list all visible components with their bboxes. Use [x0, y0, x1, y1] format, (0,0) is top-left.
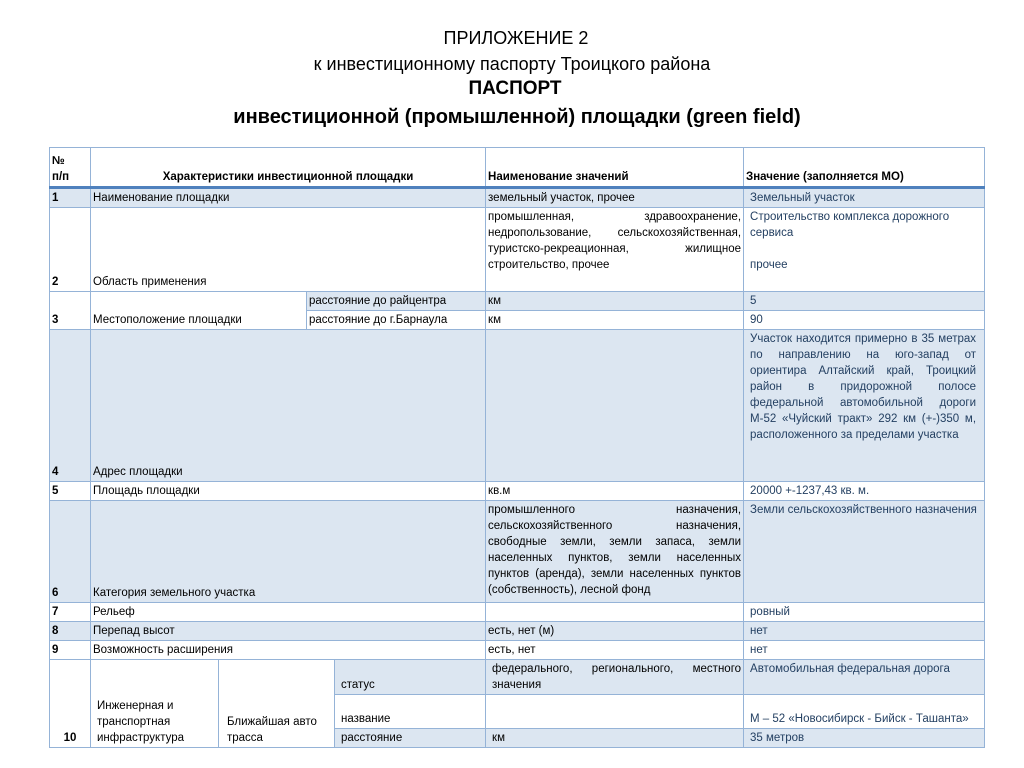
- header-value-name: Наименование значений: [486, 148, 744, 188]
- appendix-subtitle: к инвестиционному паспорту Троицкого района: [313, 54, 711, 74]
- row-value: нет: [744, 622, 985, 641]
- row-label: Перепад высот: [91, 622, 486, 641]
- row-label: Местоположение площадки: [91, 292, 307, 330]
- row-value-line: прочее: [750, 259, 788, 271]
- table-row: [50, 188, 985, 208]
- header-characteristics: Характеристики инвестиционной площадки: [91, 148, 486, 188]
- table-row: [50, 641, 985, 660]
- header-number: № п/п: [50, 148, 91, 188]
- row-value: Автомобильная федеральная дорога: [744, 660, 985, 695]
- row-label: Инженерная и транспортная инфраструктура: [91, 660, 219, 748]
- row-name: км: [486, 292, 744, 311]
- passport-subtitle: инвестиционной (промышленной) площадки (green field): [233, 106, 801, 128]
- row-label: Наименование площадки: [91, 188, 486, 208]
- row-value: 90: [744, 311, 985, 330]
- row-value: Земельный участок: [744, 188, 985, 208]
- row-label: Адрес площадки: [91, 330, 486, 482]
- table-row: [50, 482, 985, 501]
- row-number: 10: [50, 660, 91, 748]
- row-name: км: [486, 729, 744, 748]
- row-number: 8: [50, 622, 91, 641]
- table-row: [50, 501, 985, 603]
- row-value: ровный: [744, 603, 985, 622]
- table-row: [50, 292, 985, 311]
- row-parameter: расстояние: [335, 729, 486, 748]
- row-value: М – 52 «Новосибирск - Бийск - Ташанта»: [744, 695, 985, 729]
- table-row: [50, 330, 985, 482]
- row-value: [744, 208, 985, 292]
- table-row: [50, 660, 985, 695]
- row-name: есть, нет: [486, 641, 744, 660]
- table-row: [50, 603, 985, 622]
- appendix-title: ПРИЛОЖЕНИЕ 2: [443, 28, 589, 48]
- row-number: 3: [50, 292, 91, 330]
- row-number: 2: [50, 208, 91, 292]
- passport-title: ПАСПОРТ: [468, 78, 562, 99]
- row-name: промышленного назначения, сельскохозяйственного назначения, свободные земли, земли запаса, земли населенных пунктов, земли населенных пунктов (аренда), земли населенных пунктов (собственность), лесной фонд: [486, 501, 744, 603]
- row-value: 20000 +-1237,43 кв. м.: [744, 482, 985, 501]
- row-name: есть, нет (м): [486, 622, 744, 641]
- row-value: 5: [744, 292, 985, 311]
- row-name: [486, 603, 744, 622]
- table-row: [50, 208, 985, 292]
- row-number: 5: [50, 482, 91, 501]
- row-name: земельный участок, прочее: [486, 188, 744, 208]
- page-heading: [0, 24, 1024, 132]
- row-name: промышленная, здравоохранение, недропользование, сельскохозяйственная, туристско-рекреационная, жилищное строительство, прочее: [486, 208, 744, 292]
- row-name: [486, 330, 744, 482]
- row-name: [486, 695, 744, 729]
- row-value: Земли сельскохозяйственного назначения: [744, 501, 985, 603]
- row-sublabel: Ближайшая авто трасса: [219, 660, 335, 748]
- row-parameter: название: [335, 695, 486, 729]
- row-label: Возможность расширения: [91, 641, 486, 660]
- row-name: федерального, регионального, местного значения: [486, 660, 744, 695]
- row-label: Область применения: [91, 208, 486, 292]
- row-sublabel: расстояние до г.Барнаула: [307, 311, 486, 330]
- row-number: 7: [50, 603, 91, 622]
- row-value: нет: [744, 641, 985, 660]
- row-value: Участок находится примерно в 35 метрах по направлению на юго-запад от ориентира Алтайский край, Троицкий район в придорожной полосе федеральной автомобильной дороги М-52 «Чуйский тракт» 292 км (+-)350 м, расположенного за пределами участка: [744, 330, 985, 482]
- row-label: Площадь площадки: [91, 482, 486, 501]
- row-sublabel: расстояние до райцентра: [307, 292, 486, 311]
- row-number: 9: [50, 641, 91, 660]
- row-value-line: Строительство комплекса дорожного сервиса: [750, 211, 950, 239]
- passport-table: [49, 147, 985, 748]
- table-header-row: [50, 148, 985, 188]
- table-row: [50, 622, 985, 641]
- header-value-mo: Значение (заполняется МО): [744, 148, 985, 188]
- row-value: 35 метров: [744, 729, 985, 748]
- row-label: Категория земельного участка: [91, 501, 486, 603]
- row-label: Рельеф: [91, 603, 486, 622]
- row-name: км: [486, 311, 744, 330]
- row-number: 1: [50, 188, 91, 208]
- row-number: 6: [50, 501, 91, 603]
- row-parameter: статус: [335, 660, 486, 695]
- row-number: 4: [50, 330, 91, 482]
- row-name: кв.м: [486, 482, 744, 501]
